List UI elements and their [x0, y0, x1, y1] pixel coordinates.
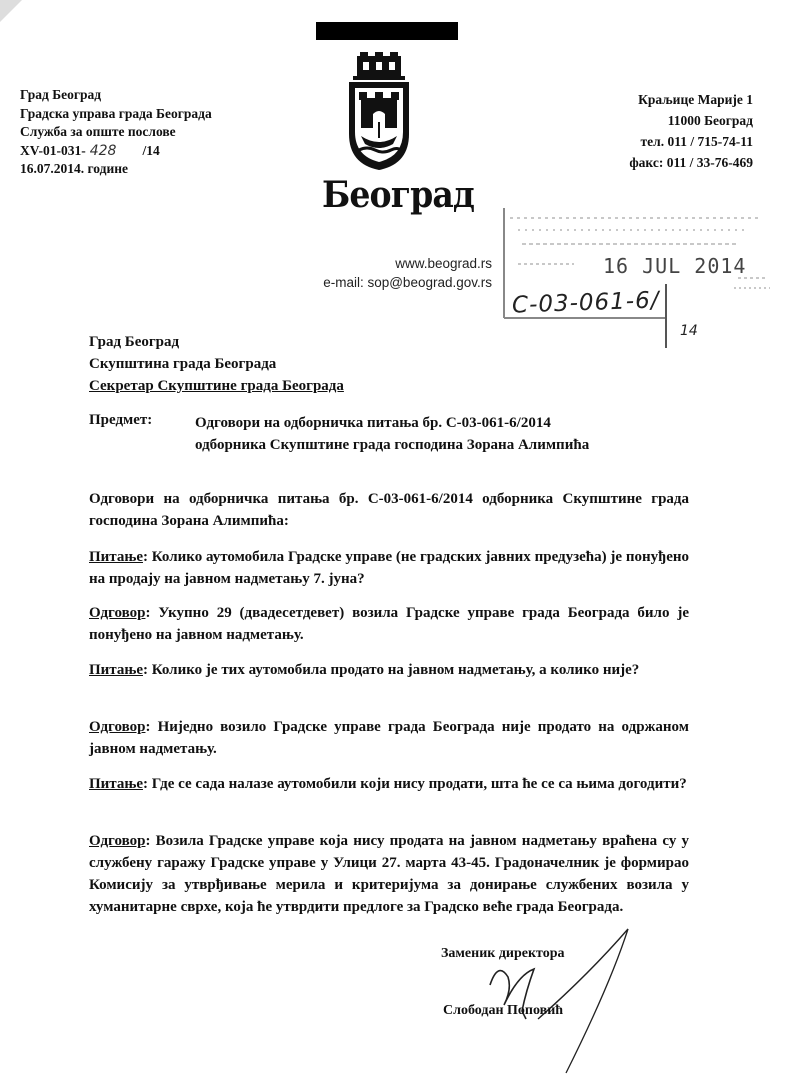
sender-city: Град Београд	[20, 87, 102, 102]
city-wordmark: Београд	[322, 174, 475, 216]
question-3: Питање: Где се сада налазе аутомобили који нису продати, шта ће се са њима догодити?	[89, 776, 687, 792]
email-address[interactable]: e-mail: sop@beograd.gov.rs	[323, 275, 492, 290]
fax-number: факс: 011 / 33-76-469	[629, 155, 753, 170]
stamp-registration-number: С-03-061-6/	[511, 287, 660, 319]
answer-3: Одговор: Возила Градске управе која нису продата на јавном надметању враћена су у службену гаражу Градске управе у Улици 27. марта 43-45. Градоначелник је формирао Комисију за утврђивање мерила и критеријума за донирање службених возила у хуманитарне сврхе, која ће утврдити предлоге за Градско веће града Београда.	[89, 833, 689, 915]
subject-label: Предмет:	[89, 412, 153, 428]
sender-administration: Градска управа града Београда	[20, 105, 212, 121]
contact-web	[280, 254, 492, 292]
handwritten-ref: 428	[89, 142, 117, 159]
answer-1: Одговор: Укупно 29 (двадесетдевет) возила Градске управе града Београда било је понуђено на јавном надметању.	[89, 605, 689, 643]
reference-number: XV-01-031- 428 /14	[20, 142, 160, 159]
question-2: Питање: Колико је тих аутомобила продато на јавном надметању, а колико није?	[89, 662, 640, 678]
answer-2: Одговор: Ниједно возило Градске управе града Београда није продато на одржаном јавном надметању.	[89, 719, 689, 757]
phone-number: тел. 011 / 715-74-11	[640, 134, 753, 149]
recipient-assembly: Скупштина града Београда	[89, 356, 277, 372]
stamp-date: 16 JUL 2014	[603, 254, 747, 278]
address-block	[629, 89, 753, 173]
document-date: 16.07.2014. године	[20, 161, 129, 176]
belgrade-coat-of-arms-icon	[343, 52, 415, 172]
sender-block	[20, 86, 212, 179]
postal-city: 11000 Београд	[667, 113, 753, 128]
redaction-bar	[316, 22, 458, 40]
subject-line-2: одборника Скупштине града господина Зорана Алимпића	[195, 437, 590, 453]
question-1: Питање: Колико аутомобила Градске управе (не градских јавних предузећа) је понуђено на продају на јавном надметању 7. јуна?	[89, 549, 689, 587]
stamp-registration-year: 14	[680, 323, 698, 339]
recipient-secretary: Секретар Скупштине града Београда	[89, 378, 344, 394]
website-link[interactable]: www.beograd.rs	[395, 256, 492, 271]
recipient-block	[89, 331, 344, 397]
sender-service: Служба за опште послове	[20, 124, 176, 139]
recipient-city: Град Београд	[89, 334, 180, 350]
street-address: Краљице Марије 1	[638, 92, 753, 107]
signatory-name: Слободан Поповић	[443, 1003, 564, 1018]
subject-line-1: Одговори на одборничка питања бр. С-03-061-6/2014	[195, 415, 551, 431]
subject-text	[195, 412, 589, 456]
signatory-title: Заменик директора	[441, 946, 565, 961]
page-corner-mark	[0, 0, 30, 30]
handwritten-signature	[478, 915, 678, 1075]
intro-paragraph: Одговори на одборничка питања бр. С-03-061-6/2014 одборника Скупштине града господина Зорана Алимпића:	[89, 491, 689, 529]
